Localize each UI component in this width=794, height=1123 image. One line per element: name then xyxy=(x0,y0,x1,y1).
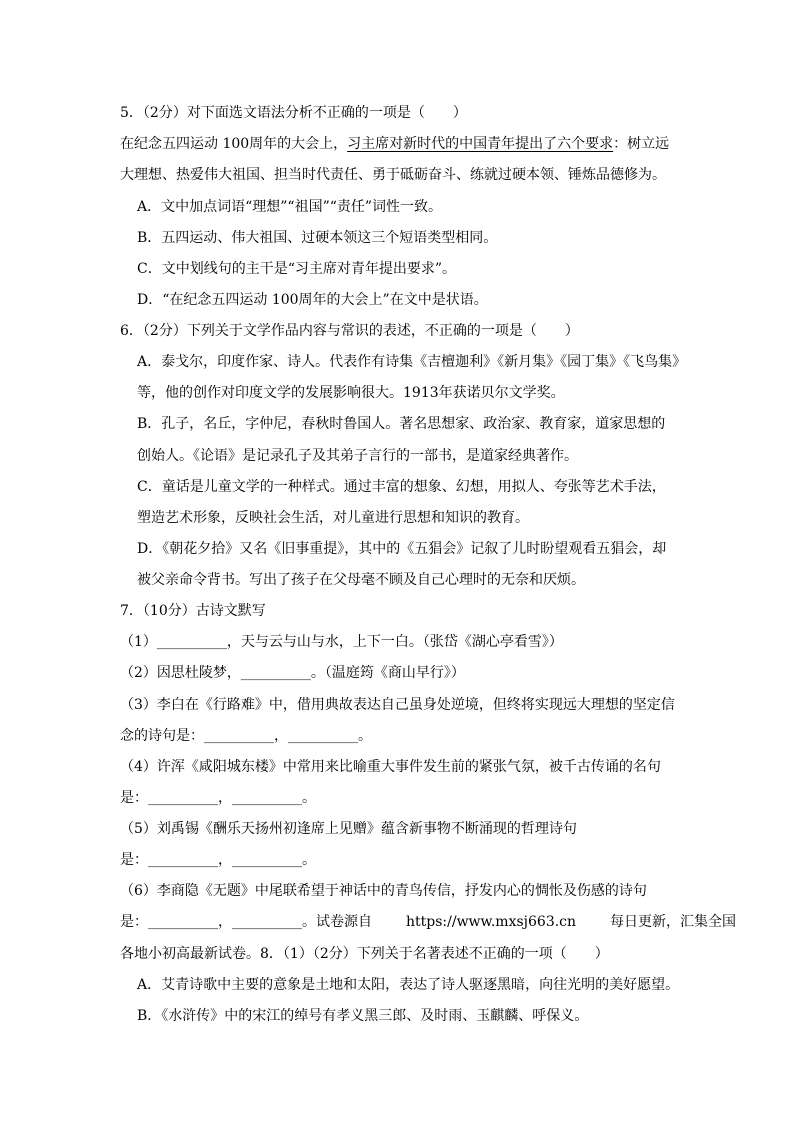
q6-title: 6．（2分）下列关于文学作品内容与常识的表述，不正确的一项是（ ） xyxy=(120,323,579,339)
q6-line: 塑造艺术形象，反映社会生活，对儿童进行思想和知识的教育。 xyxy=(137,510,529,526)
q6-line: 等，他的创作对印度文学的发展影响很大。1913年获诺贝尔文学奖。 xyxy=(137,385,565,401)
q7-line: 是：__________，__________。 xyxy=(120,790,316,806)
q6-line: 创始人。《论语》是记录孔子及其弟子言行的一部书，是道家经典著作。 xyxy=(137,448,578,464)
q5-title: 5．（2分）对下面选文语法分析不正确的一项是（ ） xyxy=(120,105,467,121)
q5-option-c: C．文中划线句的主干是“习主席对青年提出要求”。 xyxy=(137,261,457,277)
q7-line: （6）李商隐《无题》中尾联希望于神话中的青鸟传信，抒发内心的惆怅及伤感的诗句 xyxy=(120,883,647,899)
q7-line: （2）因思杜陵梦，__________。（温庭筠《商山早行》） xyxy=(120,665,465,681)
q5-option-a: A．文中加点词语“理想”“祖国”“责任”词性一致。 xyxy=(137,199,443,215)
q6-line: B．孔子，名丘，字仲尼，春秋时鲁国人。著名思想家、政治家、教育家，道家思想的 xyxy=(137,416,666,432)
q5-passage-line1 xyxy=(120,134,669,154)
q7-line: （4）许浑《咸阳城东楼》中常用来比喻重大事件发生前的紧张气氛，被千古传诵的名句 xyxy=(120,759,661,775)
q6-line: D．《朝花夕拾》又名《旧事重提》，其中的《五猖会》记叙了儿时盼望观看五猖会，却 xyxy=(137,541,667,557)
q7-line: 念的诗句是：__________，__________。 xyxy=(120,728,372,744)
q7-line-last-b: 每日更新，汇集全国 xyxy=(610,914,737,930)
q5-option-d: D．“在纪念五四运动 100周年的大会上”在文中是状语。 xyxy=(137,292,488,308)
tail-line: 各地小初高最新试卷。8．（1）（2分）下列关于名著表述不正确的一项（ ） xyxy=(120,946,609,962)
q6-line: 被父亲命令背书。写出了孩子在父母毫不顾及自己心理时的无奈和厌烦。 xyxy=(137,572,585,588)
source-url-link[interactable]: https://www.mxsj663.cn xyxy=(406,914,577,930)
q7-line: （5）刘禹锡《酬乐天扬州初逢席上见赠》蕴含新事物不断涌现的哲理诗句 xyxy=(120,821,577,837)
q7-line: 是：__________，__________。 xyxy=(120,852,316,868)
q5-passage-line2: 大理想、热爱伟大祖国、担当时代责任、勇于砥砺奋斗、练就过硬本领、锤炼品德修为。 xyxy=(120,167,666,183)
q7-line-last xyxy=(120,912,736,932)
q8-option-b: B．《水浒传》中的宋江的绰号有孝义黑三郎、及时雨、玉麒麟、呼保义。 xyxy=(137,1008,589,1024)
q6-line: A．泰戈尔，印度作家、诗人。代表作有诗集《吉檀迦利》《新月集》《园丁集》《飞鸟集》 xyxy=(137,354,687,370)
q8-option-a: A．艾青诗歌中主要的意象是土地和太阳，表达了诗人驱逐黑暗，向往光明的美好愿望。 xyxy=(137,977,680,993)
q5-passage-a: 在纪念五四运动 100周年的大会上， xyxy=(120,136,348,152)
q5-option-b: B．五四运动、伟大祖国、过硬本领这三个短语类型相同。 xyxy=(137,230,498,246)
q7-title: 7．（10分）古诗文默写 xyxy=(120,603,266,619)
q5-passage-b: ：树立远 xyxy=(613,136,670,152)
q6-line: C．童话是儿童文学的一种样式。通过丰富的想象、幻想，用拟人、夸张等艺术手法， xyxy=(137,479,666,495)
q7-line: （3）李白在《行路难》中，借用典故表达自己虽身处逆境，但终将实现远大理想的坚定信 xyxy=(120,697,675,713)
q5-passage-underlined: 习主席对新时代的中国青年提出了六个要求 xyxy=(347,136,614,152)
q7-line-last-a: 是：__________，__________。试卷源自 xyxy=(120,914,372,930)
q7-line: （1）__________，天与云与山与水，上下一白。（张岱《湖心亭看雪》） xyxy=(120,634,563,650)
